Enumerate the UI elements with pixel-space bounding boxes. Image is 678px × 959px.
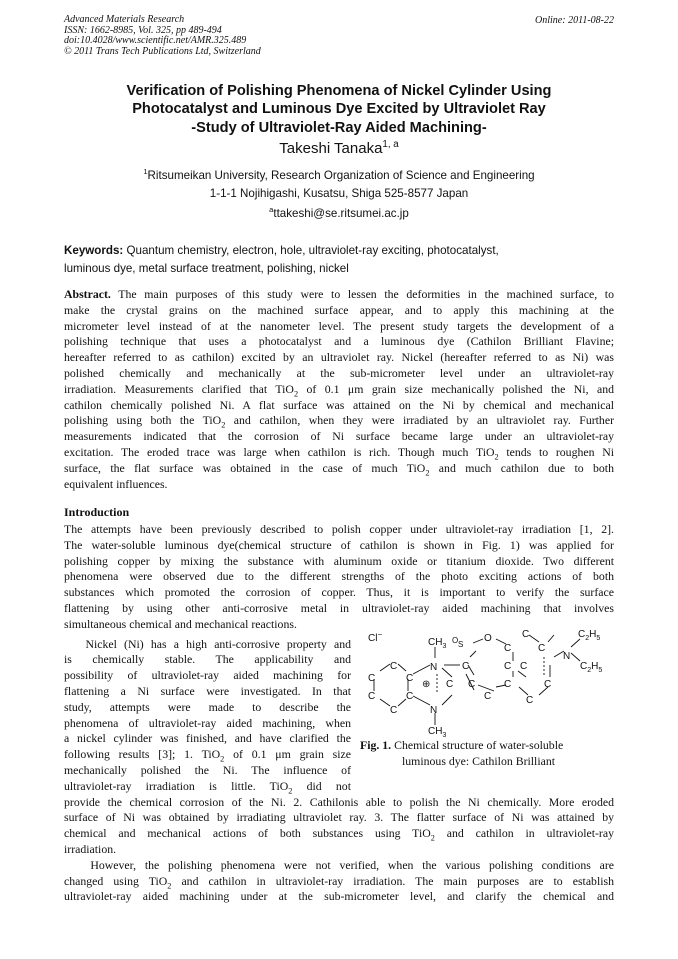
chloride-label: Cl− bbox=[368, 630, 383, 644]
intro-line: irradiation. bbox=[64, 841, 117, 856]
intro-line: study, attempts were made to describe the bbox=[64, 699, 351, 714]
email bbox=[64, 207, 614, 220]
atom-n: N bbox=[430, 662, 438, 673]
figure-1-caption bbox=[360, 738, 616, 770]
intro-line: phenomena were observed due to the different strengths of the photo exciting actions of both bbox=[64, 569, 614, 584]
ethyl-label: $C_2H_5$ bbox=[580, 661, 603, 674]
journal-issn: ISSN: 1662-8985, Vol. 325, pp 489-494 bbox=[64, 24, 222, 36]
paper-title bbox=[64, 82, 614, 137]
atom-c: C bbox=[522, 629, 530, 640]
atom-c: C bbox=[526, 695, 534, 706]
abstract-line: equivalent influences. bbox=[64, 476, 168, 491]
keywords-line-2: luminous dye, metal surface treatment, polishing, nickel bbox=[64, 261, 349, 275]
atom-c: C bbox=[504, 643, 512, 654]
author-name: Takeshi Tanaka bbox=[279, 140, 383, 157]
abstract-line: polishing using both the TiO$_2$ and cathilon, when they were irradiated by an ultraviolet ray. Further bbox=[64, 413, 614, 430]
journal-copyright: © 2011 Trans Tech Publications Ltd, Switzerland bbox=[64, 45, 261, 57]
intro-line: flattening a Ni surface were investigated. In that bbox=[64, 683, 351, 698]
intro-paragraph-2-narrow bbox=[64, 637, 351, 795]
atom-c: C bbox=[538, 643, 546, 654]
abstract-line: make the crystal grains on the machined surface appear, and to apply this machining at the bbox=[64, 302, 614, 317]
affiliation-sup: 1 bbox=[143, 167, 148, 177]
affiliation bbox=[64, 167, 614, 202]
intro-line: However, the polishing phenomena were not verified, when the various polishing conditions are bbox=[90, 857, 614, 872]
abstract-line: surface, the flat surface was obtained in the case of much TiO$_2$ and much cathilon due to both bbox=[64, 460, 614, 478]
title-line-2: Photocatalyst and Luminous Dye Excited by Ultraviolet Ray bbox=[132, 101, 546, 118]
intro-line: changed using TiO$_2$ and cathilon in ultraviolet-ray irradiation. The main purposes are to establish bbox=[64, 873, 614, 890]
caption-line-2: luminous dye: Cathilon Brilliant bbox=[402, 753, 556, 768]
atom-n: N bbox=[563, 651, 571, 662]
title-line-1: Verification of Polishing Phenomena of Nickel Cylinder Using bbox=[126, 83, 552, 99]
abstract-line: measurements indicated that the corrosion of Ni surface became large under an ultraviolet-ray bbox=[64, 429, 614, 444]
keywords-label: Keywords: bbox=[64, 244, 124, 257]
intro-line: The water-soluble luminous dye(chemical structure of cathilon is shown in Fig. 1) was applied for bbox=[64, 537, 614, 552]
atom-c: C bbox=[390, 661, 398, 672]
abstract-line: excitation. The eroded trace was large when cathilon is rich. Though much TiO$_2$ tends to roughen Ni bbox=[64, 444, 614, 462]
journal-header bbox=[64, 15, 261, 57]
intro-line: mechanically polished the Ni. The influence of bbox=[64, 762, 351, 777]
abstract-line: polished chemically and mechanically at the sub-micrometer level under an ultraviolet-ray bbox=[64, 365, 614, 380]
intro-line: possibility of ultraviolet-ray aided machining for bbox=[64, 668, 351, 683]
atom-c: C bbox=[544, 679, 552, 690]
author-sup: 1, a bbox=[382, 139, 399, 150]
atom-c: C bbox=[390, 705, 398, 716]
intro-line: Nickel (Ni) has a high anti-corrosive property and bbox=[85, 636, 351, 651]
intro-line: following results [3]; 1. TiO$_2$ of 0.1 μm grain size bbox=[64, 747, 351, 764]
intro-line: ultraviolet-ray irradiation is little. TiO$_2$ did not bbox=[64, 778, 351, 796]
abstract-line: The main purposes of this study were to lessen the deformities in the machined surface, to bbox=[118, 287, 614, 301]
atom-c: C bbox=[368, 691, 376, 702]
intro-paragraph-3 bbox=[64, 858, 614, 905]
methyl-label: $CH_3$ bbox=[428, 637, 447, 650]
abstract-line: micrometer level instead of at the nanometer level. The present study targets the development of a bbox=[64, 318, 614, 333]
methyl-label: $CH_3$ bbox=[428, 726, 447, 739]
journal-name: Advanced Materials Research bbox=[64, 14, 185, 25]
chemical-structure-diagram bbox=[358, 617, 614, 739]
atom-o-small: O bbox=[452, 636, 459, 645]
figure-label: Fig. 1. bbox=[360, 738, 392, 752]
atom-c: C bbox=[446, 679, 454, 690]
intro-line: a nickel cylinder was finished, and have clarified the bbox=[64, 731, 351, 746]
title-line-3: -Study of Ultraviolet-Ray Aided Machining- bbox=[191, 119, 487, 136]
intro-line: The attempts have been previously described to polish copper under ultraviolet-ray irradiation [1, 2]. bbox=[64, 522, 614, 536]
intro-line: provide the chemical corrosion of the Ni. 2. Cathilonis able to polish the Ni chemically. More eroded bbox=[64, 794, 614, 809]
atom-c: C bbox=[368, 673, 376, 684]
intro-line: surface of Ni was obtained by irradiating ultraviolet ray. 3. The flatter surface of Ni was attained by bbox=[64, 810, 614, 825]
abstract-line: cathilon chemically polished Ni. A flat surface was attained on the Ni by chemical and mechanical bbox=[64, 397, 614, 412]
ethyl-label: $C_2H_5$ bbox=[578, 629, 601, 642]
email-sup: a bbox=[269, 205, 274, 215]
intro-line: phenomena of ultraviolet-ray aided machining, when bbox=[64, 715, 351, 730]
atom-c: C bbox=[406, 673, 414, 684]
intro-line: polishing copper by mixing the substance with aluminum oxide or titanium dioxide. Two different bbox=[64, 553, 614, 568]
intro-line: simultaneous chemical and mechanical reactions. bbox=[64, 616, 297, 631]
affiliation-line-1: Ritsumeikan University, Research Organization of Science and Engineering bbox=[147, 169, 535, 182]
email-address[interactable]: ttakeshi@se.ritsumei.ac.jp bbox=[273, 207, 409, 220]
atom-n: N bbox=[430, 705, 438, 716]
atom-c: C bbox=[504, 661, 512, 672]
atom-c: C bbox=[468, 679, 476, 690]
intro-line: is chemically stable. The applicability and bbox=[64, 652, 351, 667]
atom-c: C bbox=[504, 679, 512, 690]
intro-paragraph-1 bbox=[64, 522, 614, 633]
author bbox=[64, 140, 614, 157]
atom-s-small: S bbox=[458, 640, 464, 649]
abstract-line: hereafter referred to as cathilon) excited by an ultraviolet ray. Nickel (hereafter referred to as Ni) was bbox=[64, 350, 614, 365]
affiliation-line-2: 1-1-1 Nojihigashi, Kusatsu, Shiga 525-8577 Japan bbox=[209, 186, 469, 200]
atom-c: C bbox=[484, 691, 492, 702]
abstract-line: polishing technique that uses a photocatalyst and a luminous dye (Cathilon Brilliant Flavine; bbox=[64, 334, 614, 349]
intro-line: chemical and mechanical actions of both substances using TiO$_2$ and cathilon in ultraviolet-ray bbox=[64, 826, 614, 843]
abstract-line: irradiation. Measurements clarified that TiO$_2$ of 0.1 μm grain size mechanically polished the Ni, and bbox=[64, 381, 614, 399]
intro-line: ultraviolet-ray aided machining under at the sub-micrometer level, and clarify the chemical and bbox=[64, 889, 614, 904]
atom-c: C bbox=[462, 661, 470, 672]
atom-c: C bbox=[520, 661, 528, 672]
atom-o: O bbox=[484, 633, 492, 644]
keywords-line-1: Quantum chemistry, electron, hole, ultraviolet-ray exciting, photocatalyst, bbox=[126, 244, 499, 257]
positive-charge: ⊕ bbox=[422, 679, 431, 690]
keywords bbox=[64, 242, 614, 277]
intro-line: flattening by using other anti-corrosive metal in ultraviolet-ray aided machining that involves bbox=[64, 600, 614, 615]
caption-line-1: Chemical structure of water-soluble bbox=[394, 738, 564, 752]
abstract-label: Abstract. bbox=[64, 287, 111, 301]
intro-line: substances which promoted the corrosion of copper. Thus, it is important to verify the surface bbox=[64, 585, 614, 600]
section-heading-introduction: Introduction bbox=[64, 505, 130, 519]
intro-paragraph-2-wide bbox=[64, 795, 614, 858]
journal-doi: doi:10.4028/www.scientific.net/AMR.325.489 bbox=[64, 35, 247, 47]
abstract bbox=[64, 287, 614, 492]
online-date: Online: 2011-08-22 bbox=[535, 15, 614, 26]
atom-c: C bbox=[406, 691, 414, 702]
